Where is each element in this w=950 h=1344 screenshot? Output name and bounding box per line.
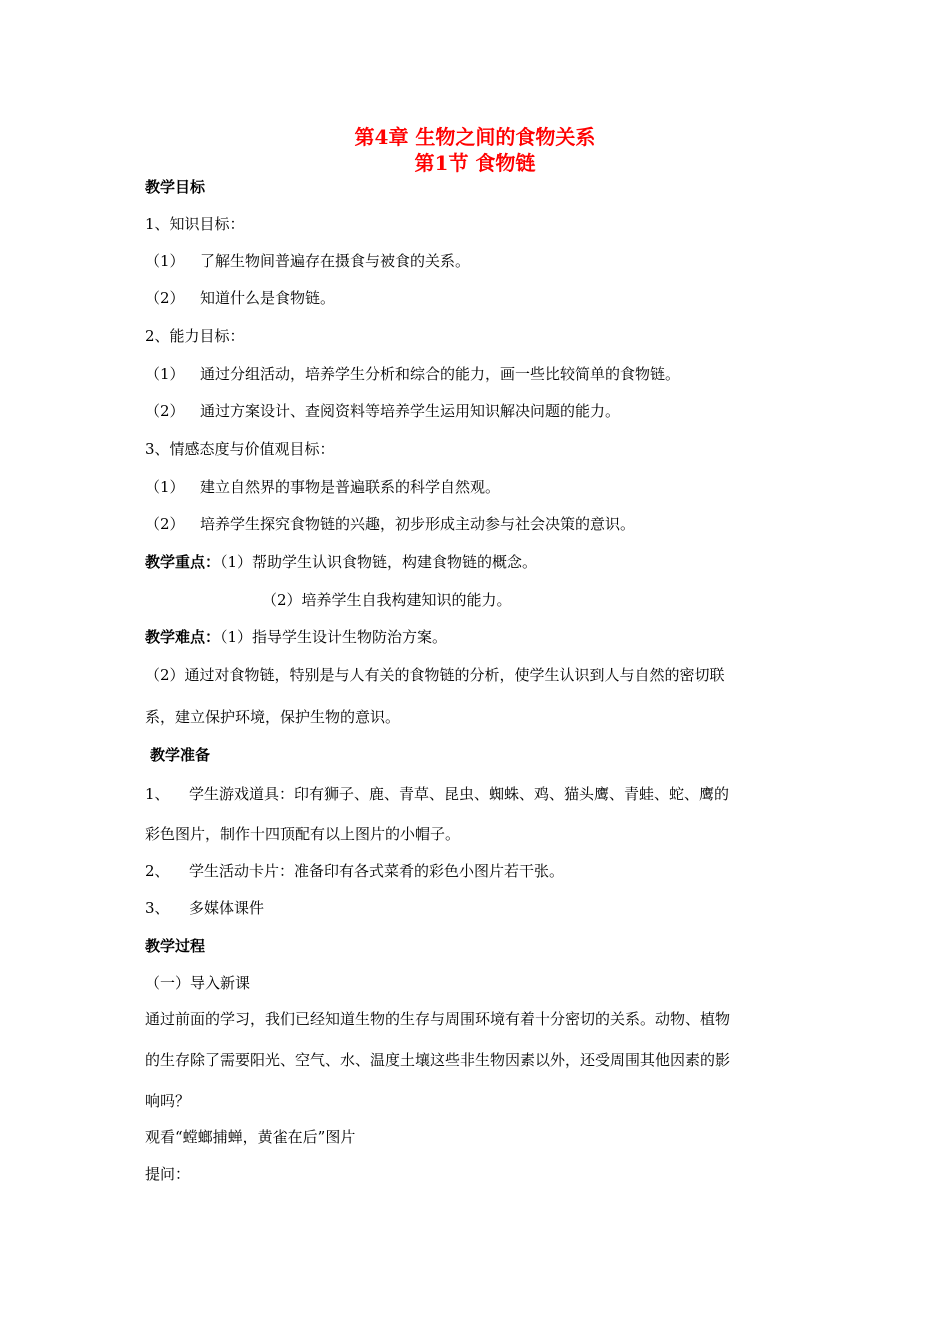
emotion-item-2 [145,514,805,534]
process-subheading-intro: （一）导入新课 [145,974,251,992]
item-text: 学生活动卡片：准备印有各式菜肴的彩色小图片若干张。 [189,862,565,880]
item-text: 了解生物间普遍存在摄食与被食的关系。 [200,252,471,270]
ability-item-2 [145,401,805,421]
item-text: 建立自然界的事物是普遍联系的科学自然观。 [200,478,501,496]
item-text: 通过方案设计、查阅资料等培养学生运用知识解决问题的能力。 [200,402,621,420]
item-text: 学生游戏道具：印有狮子、鹿、青草、昆虫、蜘蛛、鸡、猫头鹰、青蛙、蛇、鹰的 [189,785,730,803]
key-points-label: 教学重点： [145,553,221,571]
difficulty-2-line-2: 系，建立保护环境，保护生物的意识。 [145,708,401,726]
key-points-line-1 [145,552,805,572]
difficulties-line-1 [145,627,805,647]
preparation-item-1-cont: 彩色图片，制作十四顶配有以上图片的小帽子。 [145,825,461,843]
item-number: （1） [145,365,185,383]
emotion-item-1 [145,477,805,497]
item-number: （1） [145,478,185,496]
item-text: 培养学生探究食物链的兴趣，初步形成主动参与社会决策的意识。 [200,515,636,533]
item-number: （2） [145,402,185,420]
key-point-2: （2）培养学生自我构建知识的能力。 [262,591,512,609]
process-heading: 教学过程 [145,937,206,955]
ability-item-1 [145,364,805,384]
objectives-heading: 教学目标 [145,178,206,196]
item-number: （2） [145,515,185,533]
item-number: （2） [145,289,185,307]
item-number: （1） [145,252,185,270]
intro-paragraph-line-3: 响吗？ [145,1092,191,1110]
difficulty-1: （1）指导学生设计生物防治方案。 [220,628,448,646]
item-text: 多媒体课件 [189,899,265,917]
emotion-label: 3、情感态度与价值观目标： [145,440,335,458]
item-number: 2、 [145,862,170,880]
question-line: 提问： [145,1165,191,1183]
difficulties-label: 教学难点： [145,628,221,646]
chapter-title: 第4章 生物之间的食物关系 [354,125,596,149]
difficulty-2-line-1: （2）通过对食物链，特别是与人有关的食物链的分析，使学生认识到人与自然的密切联 [145,666,725,684]
ability-label: 2、能力目标： [145,327,245,345]
preparation-heading: 教学准备 [150,746,211,764]
knowledge-label: 1、知识目标： [145,215,245,233]
watch-picture-line: 观看“螳螂捕蝉，黄雀在后”图片 [145,1128,356,1146]
preparation-item-1 [145,784,805,804]
knowledge-item-1 [145,251,805,271]
item-number: 3、 [145,899,170,917]
item-number: 1、 [145,785,170,803]
intro-paragraph-line-1: 通过前面的学习，我们已经知道生物的生存与周围环境有着十分密切的关系。动物、植物 [145,1010,731,1028]
item-text: 知道什么是食物链。 [200,289,336,307]
knowledge-item-2 [145,288,805,308]
key-point-1: （1）帮助学生认识食物链，构建食物链的概念。 [220,553,538,571]
intro-paragraph-line-2: 的生存除了需要阳光、空气、水、温度土壤这些非生物因素以外，还受周围其他因素的影 [145,1051,731,1069]
preparation-item-3 [145,898,805,918]
item-text: 通过分组活动，培养学生分析和综合的能力，画一些比较简单的食物链。 [200,365,681,383]
preparation-item-2 [145,861,805,881]
section-title: 第1节 食物链 [414,151,536,175]
